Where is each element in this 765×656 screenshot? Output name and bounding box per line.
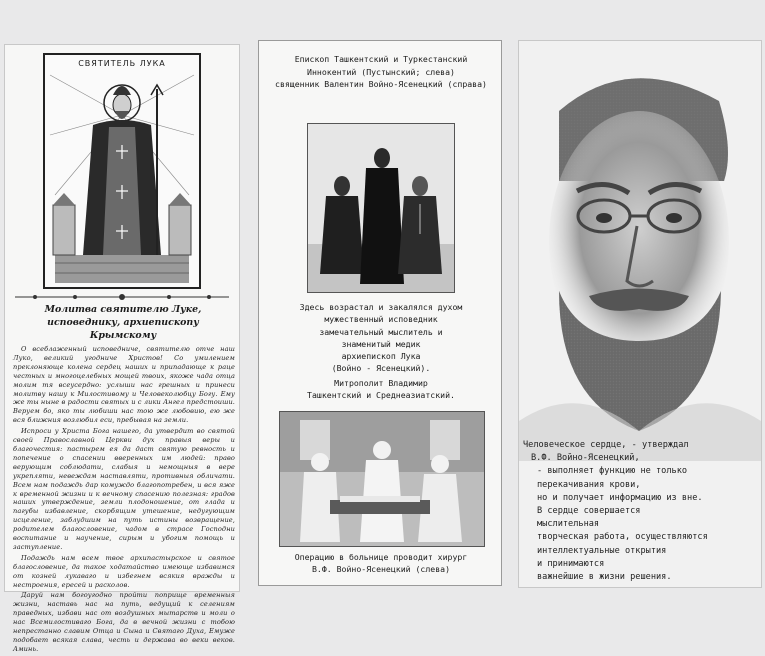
photos-panel [258, 40, 502, 586]
caption-line: замечательный мыслитель и [319, 326, 443, 337]
quote-line: творческая работа, осуществляются [537, 532, 708, 543]
caption-line: Епископ Ташкентский и Туркестанский [294, 54, 468, 64]
caption-line: Здесь возрастал и закалялся духом [299, 302, 463, 312]
caption-line: В.Ф. Войно-Ясенецкий (слева) [311, 564, 451, 575]
quote-line: мыслительная [537, 519, 600, 530]
middle-caption [265, 301, 497, 375]
surgery-photo [279, 411, 485, 547]
quote-line: но и получает информацию из вне. [537, 492, 703, 503]
quote-line: перекачивания крови, [537, 479, 641, 490]
caption-line: Митрополит Владимир [334, 378, 428, 388]
prayer-title [13, 303, 233, 342]
prayer-paragraph: О всеблаженный исповедниче, святителю отче наш Луко, великий угодниче Христов! Со умилением преклоняюще колена сердец наших и припадающе к раце честных и многоцелебных мощей твоих, якоже чада отца молим тя всеусердно: услыши нас грешных и принеси молитву нашу к Милостивому и Человеколюбцу Богу. Ему же ты ныне в радости святых и с лики Ангел предстоиши. Веруем бо, яко ты любиши нас тою же любовию, ею же вся ближния возлюбил еси, пребывая на земли. [13, 345, 235, 425]
prayer-panel [4, 44, 240, 653]
ornament-divider [15, 293, 229, 301]
quote-line: В.Ф. Войно-Ясенецкий, [531, 453, 640, 464]
metropolitan-caption [265, 377, 497, 402]
operating-room-image [280, 412, 484, 546]
heart-quote [523, 439, 759, 584]
caption-line: Иннокентий (Пустынский; слева) [307, 66, 455, 77]
quote-line: важнейшие в жизни решения. [537, 572, 672, 583]
top-photo-caption [265, 53, 497, 91]
quote-line: Человеческое сердце, - утверждал [523, 440, 689, 450]
caption-line: священник Валентин Войно-Ясенецкий (справа) [275, 79, 487, 89]
prayer-title-line: Молитва святителю Луке, [44, 304, 202, 315]
icon-caption: СВЯТИТЕЛЬ ЛУКА [78, 59, 166, 68]
caption-line: (Войно - Ясенецкий). [331, 363, 431, 374]
surgery-caption [265, 551, 497, 576]
prayer-paragraph: Испроси у Христа Бога нашего, да утвердит во святой своей Православной Церкви дух правыя веры и благочестия: пастырем ея да даст святую ревность и попечение о спасении вверенных им людей: право верующим соблюдати, слабыя и немощныя в вере укрепляти, невеждам наставляти, противныя обличати. Всем нам подаждь дар комуждо благопотребен, и вся яже к временной жизни и к вечному спасению полезная: градов наших утверждение, земли плодоношение, от глада и пагубы избавление, скорбящим утешение, недугующим исцеление, заблудшим на путь истины возвращение, родителем благословение, чадом в страсе Господни воспитание и научение, сирым и убогим помощь и заступление. [13, 427, 235, 551]
caption-line: Операцию в больнице проводит хирург [294, 552, 468, 562]
quote-line: В сердце совершается [537, 506, 641, 517]
prayer-paragraph: Подаждь нам всем твое архипастырское и святое благословение, да такое ходатайство имеюще избавимся от козней лукаваго и избегнем всякия вражды и нестроения, ересей и расколов. [13, 553, 235, 589]
caption-line: мужественный исповедник [324, 314, 438, 325]
quote-line: - выполняет функцию не только [537, 466, 688, 477]
portrait-panel [518, 40, 762, 588]
saint-figure-icon [45, 55, 199, 287]
saint-luke-icon-image [43, 53, 201, 289]
caption-line: архиепископ Лука [341, 351, 421, 362]
prayer-title-line: исповеднику, архиепископу Крымскому [47, 317, 199, 341]
clergy-photo [307, 123, 455, 293]
prayer-text [13, 345, 235, 656]
prayer-paragraph: Даруй нам богоугодно пройти поприще временныя жизни, наставь нас на путь, ведущий к селениям праведных, избави нас от воздушных мытарств и моли о нас Всемилостиваго Бога, да в вечной жизни с тобою непрестанно славим Отца и Сына и Святаго Духа, Емуже подобает всякая слава, честь и держава во веки веков. Аминь. [13, 591, 235, 653]
caption-line: знаменитый медик [341, 338, 421, 349]
quote-line: и принимаются [537, 558, 605, 569]
caption-line: Ташкентский и Среднеазиатский. [307, 390, 455, 401]
three-clergymen-image [308, 124, 454, 292]
quote-line: интеллектуальные открытия [537, 545, 667, 556]
